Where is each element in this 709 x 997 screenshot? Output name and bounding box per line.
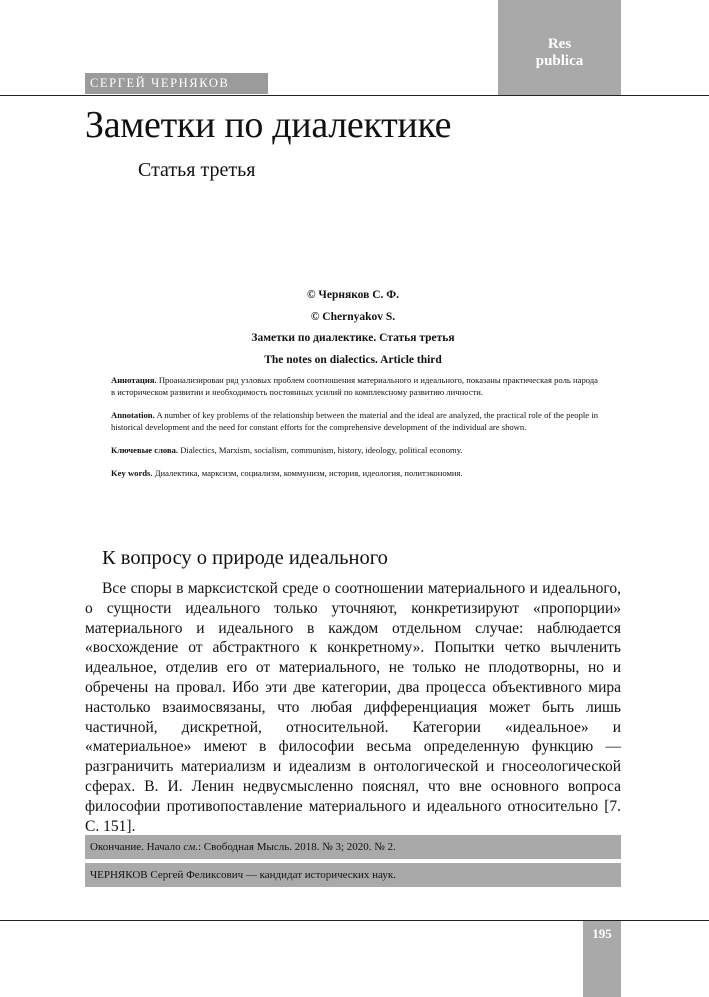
credits-block bbox=[85, 285, 621, 371]
rubric-line-1: Res bbox=[547, 36, 572, 52]
article-subtitle: Статья третья bbox=[138, 159, 256, 181]
journal-rubric bbox=[498, 0, 621, 95]
body-paragraph: Все споры в марксистской среде о соотношении материального и идеального, о сущности идеального только уточняют, конкретизируют «пропорции» материального и идеального в каждом отдельном случае: наблюдается «восхождение от абстрактного к конкретному». Попытки четко вычленить идеальное, отделив его от материального, не только не плодотворны, но и обречены на провал. Ибо эти две категории, два процесса объективного мира настолько взаимосвязаны, что любая дифференциация может быть лишь частичной, дискретной, относительной. Категории «идеальное» и «материальное» имеют в философии весьма определенную функцию — разграничить материализм и идеализм в онтологической и гносеологической сферах. В. И. Ленин недвусмысленно пояснял, что вне основного вопроса философии противопоставление материального и идеального относительно [7. С. 151]. bbox=[85, 580, 621, 835]
footnote-continuation: Окончание. Начало см.: Свободная Мысль. 2018. № 3; 2020. № 2. bbox=[85, 835, 621, 859]
author-tab: СЕРГЕЙ ЧЕРНЯКОВ bbox=[85, 73, 268, 94]
annotation-en: Annotation. A number of key problems of the relationship between the material and the ideal are analyzed, the practical role of the people in historical development and the need for constant efforts for the comprehensive development of the individual are shown. bbox=[111, 410, 598, 432]
credit-ru-title: Заметки по диалектике. Статья третья bbox=[251, 332, 455, 344]
keywords-ru: Ключевые слова. Dialectics, Marxism, socialism, communism, history, ideology, political economy. bbox=[111, 445, 463, 455]
header-rule bbox=[0, 95, 709, 96]
section-heading: К вопросу о природе идеального bbox=[102, 547, 388, 569]
page-number: 195 bbox=[583, 921, 621, 997]
footnote-author-info: ЧЕРНЯКОВ Сергей Феликсович — кандидат исторических наук. bbox=[85, 863, 621, 887]
rubric-line-2: publica bbox=[535, 53, 584, 69]
credit-en-title: The notes on dialectics. Article third bbox=[264, 353, 442, 366]
keywords-en: Key words. Диалектика, марксизм, социализм, коммунизм, история, идеология, политэкономия. bbox=[111, 468, 463, 478]
credit-en-author: © Chernyakov S. bbox=[310, 310, 396, 323]
article-title: Заметки по диалектике bbox=[85, 104, 452, 146]
credit-ru-author: © Черняков С. Ф. bbox=[306, 289, 400, 301]
abstract-block bbox=[111, 374, 598, 490]
annotation-ru: Аннотация. Проанализирован ряд узловых проблем соотношения материального и идеального, показаны практическая роль народа в историческом развитии и необходимость постоянных усилий по комплексному развитию личности. bbox=[111, 375, 598, 397]
